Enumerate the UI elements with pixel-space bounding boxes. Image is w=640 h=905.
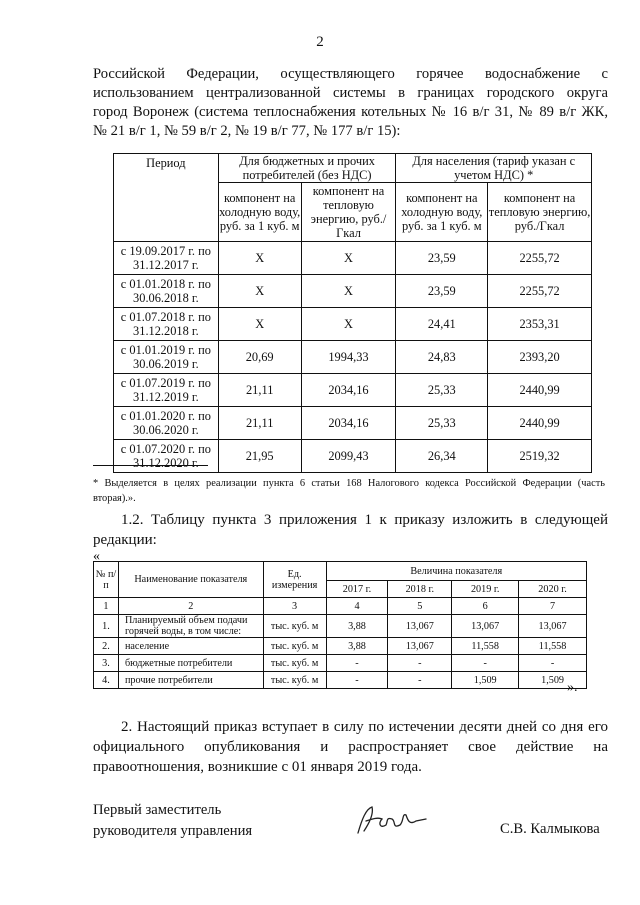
unit-cell: тыс. куб. м <box>263 655 326 672</box>
indicator-name-cell: население <box>118 638 263 655</box>
intro-line: использованием централизованной системы в границах городского округа <box>93 85 608 101</box>
period-cell: с 01.01.2018 г. по 30.06.2018 г. <box>114 275 219 308</box>
row-number-cell: 1. <box>94 615 119 638</box>
indicator-row <box>94 615 587 638</box>
population-cold-cell: 25,33 <box>396 374 488 407</box>
indicator-name-cell: Планируемый объем подачи горячей воды, в том числе: <box>118 615 263 638</box>
unit-header: Ед. измерения <box>263 562 326 598</box>
tariff-row <box>114 440 592 473</box>
budget-heat-cell: Х <box>301 308 396 341</box>
signatory-position-line: руководителя управления <box>93 823 253 839</box>
closing-quote: ». <box>567 680 578 695</box>
population-heat-cell: 2255,72 <box>488 242 592 275</box>
population-cold-cell: 24,41 <box>396 308 488 341</box>
indicator-table <box>93 561 587 689</box>
cold-water-header: компонент на холодную воду, руб. за 1 куб. м <box>218 183 301 242</box>
tariff-table <box>113 153 592 473</box>
tariff-row <box>114 341 592 374</box>
budget-cold-cell: Х <box>218 242 301 275</box>
value-cell: - <box>452 655 519 672</box>
column-number: 4 <box>326 598 388 615</box>
value-cell: 13,067 <box>452 615 519 638</box>
period-cell: с 01.01.2019 г. по 30.06.2019 г. <box>114 341 219 374</box>
unit-cell: тыс. куб. м <box>263 672 326 689</box>
population-group-header: Для населения (тариф указан с учетом НДС) * <box>396 154 592 183</box>
period-header: Период <box>114 154 219 242</box>
budget-cold-cell: 20,69 <box>218 341 301 374</box>
indicator-row <box>94 638 587 655</box>
population-cold-cell: 25,33 <box>396 407 488 440</box>
year-header: 2019 г. <box>452 581 519 598</box>
population-heat-cell: 2353,31 <box>488 308 592 341</box>
budget-heat-cell: 2034,16 <box>301 407 396 440</box>
cold-water-header: компонент на холодную воду, руб. за 1 куб. м <box>396 183 488 242</box>
budget-cold-cell: 21,11 <box>218 407 301 440</box>
unit-cell: тыс. куб. м <box>263 638 326 655</box>
budget-group-header: Для бюджетных и прочих потребителей (без НДС) <box>218 154 396 183</box>
value-cell: - <box>388 672 452 689</box>
population-heat-cell: 2519,32 <box>488 440 592 473</box>
paragraph-line: официального опубликования и распространяет свое действие на <box>93 739 608 755</box>
value-header: Величина показателя <box>326 562 586 581</box>
intro-line: № 21 в/г 1, № 59 в/г 2, № 19 в/г 77, № 177 в/г 15): <box>93 123 401 139</box>
tariff-row <box>114 308 592 341</box>
column-number: 1 <box>94 598 119 615</box>
column-number: 2 <box>118 598 263 615</box>
paragraph-line: 2. Настоящий приказ вступает в силу по истечении десяти дней со дня его <box>121 719 608 735</box>
population-cold-cell: 23,59 <box>396 275 488 308</box>
value-cell: 11,558 <box>452 638 519 655</box>
value-cell: 13,067 <box>519 615 587 638</box>
footnote-line: * Выделяется в целях реализации пункта 6 статьи 168 Налогового кодекса Российской Федерации (часть <box>93 478 605 489</box>
budget-heat-cell: Х <box>301 242 396 275</box>
budget-cold-cell: Х <box>218 308 301 341</box>
page-number: 2 <box>316 34 324 50</box>
budget-cold-cell: 21,11 <box>218 374 301 407</box>
value-cell: 11,558 <box>519 638 587 655</box>
value-cell: 3,88 <box>326 638 388 655</box>
period-cell: с 01.07.2019 г. по 31.12.2019 г. <box>114 374 219 407</box>
paragraph-line: 1.2. Таблицу пункта 3 приложения 1 к приказу изложить в следующей <box>121 512 608 528</box>
period-cell: с 01.07.2018 г. по 31.12.2018 г. <box>114 308 219 341</box>
population-heat-cell: 2255,72 <box>488 275 592 308</box>
signatory-position-line: Первый заместитель <box>93 802 222 818</box>
heat-energy-header: компонент на тепловую энергию, руб./Гкал <box>488 183 592 242</box>
population-heat-cell: 2440,99 <box>488 374 592 407</box>
indicator-name-cell: прочие потребители <box>118 672 263 689</box>
budget-heat-cell: 2034,16 <box>301 374 396 407</box>
value-cell: 1,509 <box>452 672 519 689</box>
column-number: 3 <box>263 598 326 615</box>
budget-heat-cell: 1994,33 <box>301 341 396 374</box>
column-number: 6 <box>452 598 519 615</box>
footnote-line: вторая).». <box>93 493 136 504</box>
value-cell: 3,88 <box>326 615 388 638</box>
intro-paragraph <box>93 65 608 141</box>
period-cell: с 01.01.2020 г. по 30.06.2020 г. <box>114 407 219 440</box>
unit-cell: тыс. куб. м <box>263 615 326 638</box>
tariff-row <box>114 407 592 440</box>
signatory-position <box>93 800 252 842</box>
row-number-cell: 3. <box>94 655 119 672</box>
heat-energy-header: компонент на тепловую энергию, руб./Гкал <box>301 183 396 242</box>
population-heat-cell: 2440,99 <box>488 407 592 440</box>
tariff-row <box>114 374 592 407</box>
indicator-row <box>94 672 587 689</box>
budget-heat-cell: 2099,43 <box>301 440 396 473</box>
tariff-row <box>114 275 592 308</box>
row-number-cell: 2. <box>94 638 119 655</box>
population-cold-cell: 23,59 <box>396 242 488 275</box>
value-cell: - <box>326 655 388 672</box>
period-cell: с 01.07.2020 г. по 31.12.2020 г. <box>114 440 219 473</box>
year-header: 2020 г. <box>519 581 587 598</box>
paragraph-2 <box>93 717 608 777</box>
population-cold-cell: 24,83 <box>396 341 488 374</box>
population-heat-cell: 2393,20 <box>488 341 592 374</box>
column-number: 7 <box>519 598 587 615</box>
intro-line: Российской Федерации, осуществляющего горячее водоснабжение с <box>93 66 608 82</box>
value-cell: 13,067 <box>388 615 452 638</box>
footnote-divider <box>93 465 208 466</box>
budget-cold-cell: Х <box>218 275 301 308</box>
value-cell: 13,067 <box>388 638 452 655</box>
budget-heat-cell: Х <box>301 275 396 308</box>
value-cell: 1,509 <box>519 672 587 689</box>
budget-cold-cell: 21,95 <box>218 440 301 473</box>
value-cell: - <box>519 655 587 672</box>
paragraph-line: редакции: <box>93 532 157 548</box>
paragraph-line: правоотношения, возникшие с 01 января 2019 года. <box>93 759 422 775</box>
column-number: 5 <box>388 598 452 615</box>
handwritten-signature <box>352 803 432 837</box>
footnote <box>93 476 605 506</box>
value-cell: - <box>326 672 388 689</box>
paragraph-1-2 <box>93 510 608 550</box>
population-cold-cell: 26,34 <box>396 440 488 473</box>
year-header: 2018 г. <box>388 581 452 598</box>
indicator-row <box>94 655 587 672</box>
indicator-name-cell: бюджетные потребители <box>118 655 263 672</box>
row-number-cell: 4. <box>94 672 119 689</box>
opening-quote: « <box>93 549 100 564</box>
signatory-name: С.В. Калмыкова <box>500 821 600 837</box>
name-header: Наименование показателя <box>118 562 263 598</box>
tariff-row <box>114 242 592 275</box>
value-cell: - <box>388 655 452 672</box>
year-header: 2017 г. <box>326 581 388 598</box>
num-header: № п/п <box>94 562 119 598</box>
period-cell: с 19.09.2017 г. по 31.12.2017 г. <box>114 242 219 275</box>
intro-line: город Воронеж (система теплоснабжения котельных № 16 в/г 31, № 89 в/г ЖК, <box>93 104 608 120</box>
